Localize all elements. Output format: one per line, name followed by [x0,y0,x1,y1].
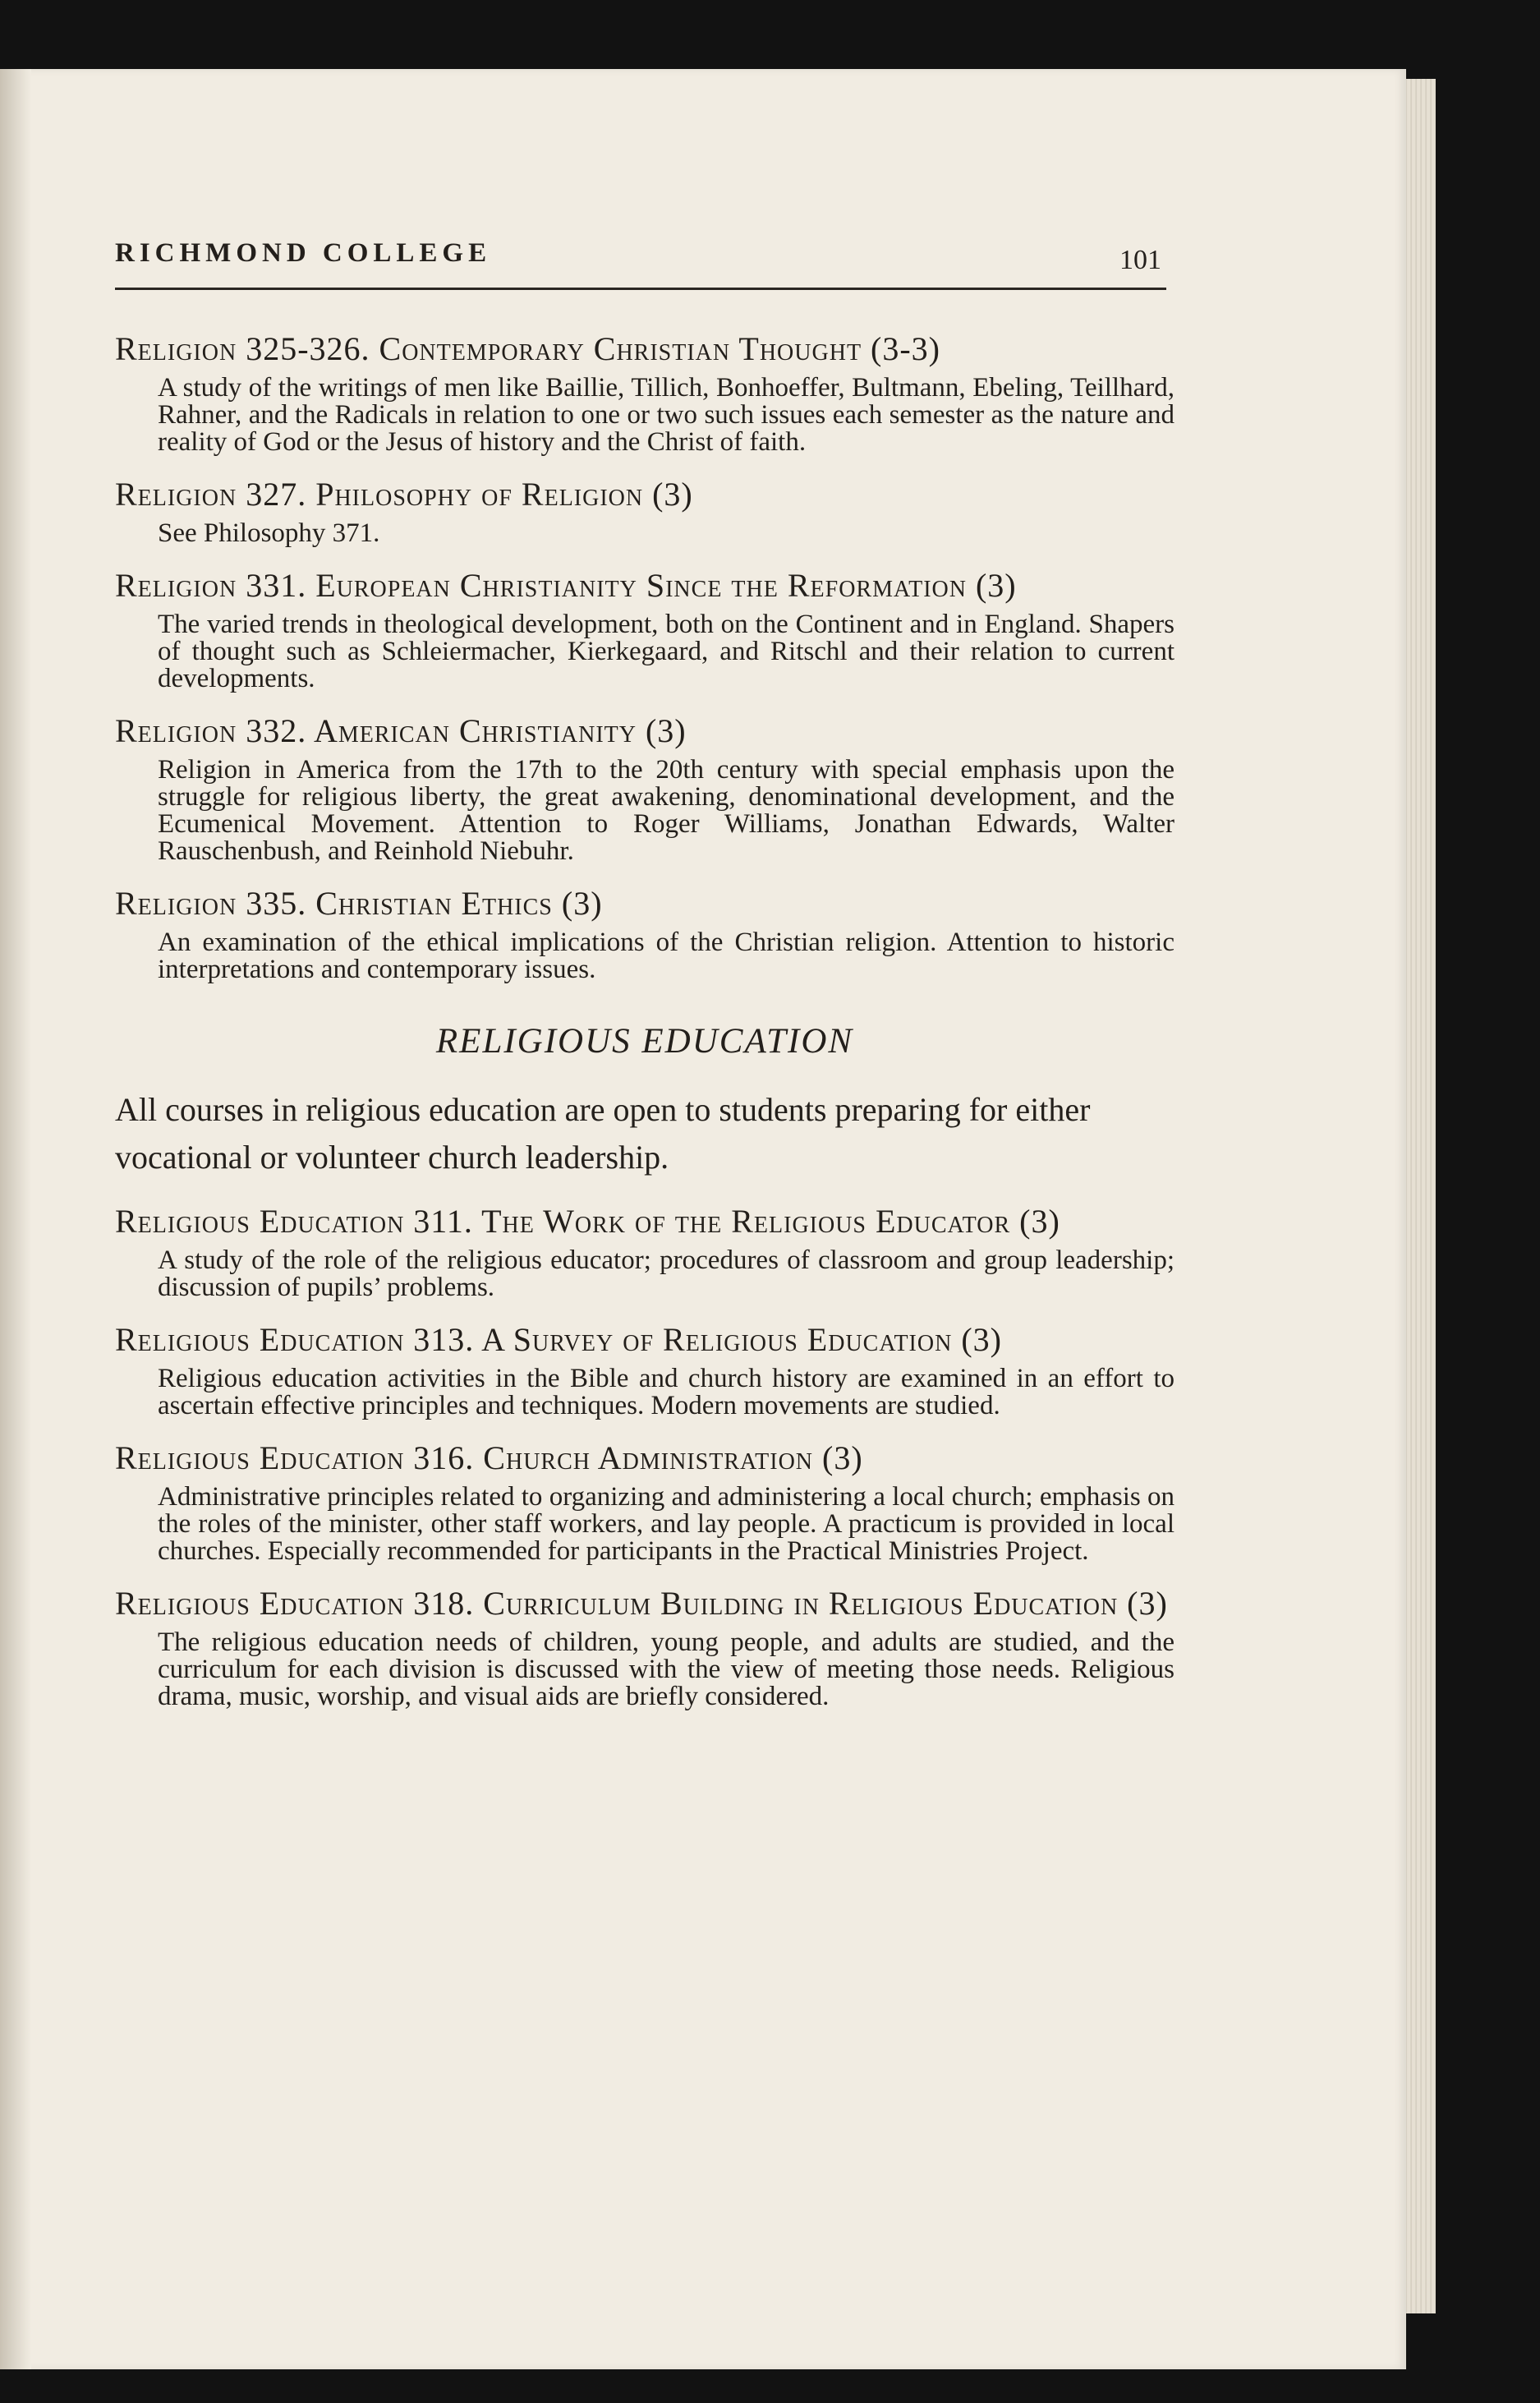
course-entry [115,883,1175,983]
course-description: Administrative principles related to organizing and administering a local church; emphasis on the roles of the minister, other staff workers, and lay people. A practicum is provided in local churches. Especially recommended for participants in the Practical Ministries Project. [158,1482,1175,1566]
course-description: A study of the writings of men like Baillie, Tillich, Bonhoeffer, Bultmann, Ebeling, Teillhard, Rahner, and the Radicals in relation to one or two such issues each semester as the nature and reality of God or the Jesus of history and the Christ of faith. [158,373,1175,457]
course-title: Religion 335. Christian Ethics (3) [115,885,603,922]
course-description: A study of the role of the religious educator; procedures of classroom and group leadership; discussion of pupils’ problems. [158,1245,1175,1302]
course-entry [115,1201,1175,1301]
course-description: An examination of the ethical implications of the Christian religion. Attention to historic interpretations and contemporary issues. [158,928,1175,984]
course-title: Religion 332. American Christianity (3) [115,712,687,749]
course-description: Religion in America from the 17th to the 20th century with special emphasis upon the struggle for religious liberty, the great awakening, denominational development, and the Ecumenical Movement. Attention to Roger Williams, Jonathan Edwards, Walter Rauschenbush, and Reinhold Niebuhr. [158,755,1175,866]
college-name: RICHMOND COLLEGE [115,238,492,268]
course-entry [115,711,1175,865]
course-entry [115,1438,1175,1565]
course-description: The religious education needs of children, young people, and adults are studied, and the curriculum for each division is discussed with the view of meeting those needs. Religious drama, music, worship, and visual aids are briefly considered. [158,1627,1175,1711]
course-entry [115,1319,1175,1420]
course-entry [115,565,1175,693]
course-title: Religion 331. European Christianity Since the Reformation (3) [115,567,1017,604]
course-description: See Philosophy 371. [158,518,380,548]
course-title: Religious Education 318. Curriculum Building in Religious Education (3) [115,1585,1168,1622]
course-description: Religious education activities in the Bible and church history are examined in an effort to ascertain effective principles and techniques. Modern movements are studied. [158,1364,1175,1420]
course-title: Religious Education 311. The Work of the Religious Educator (3) [115,1203,1060,1240]
section-intro: All courses in religious education are open to students preparing for either vocational or volunteer church leadership. [115,1091,1091,1176]
course-entry [115,1583,1175,1710]
course-listing [115,329,1175,1729]
section-heading: RELIGIOUS EDUCATION [435,1022,854,1061]
course-description: The varied trends in theological development, both on the Continent and in England. Shapers of thought such as Schleiermacher, Kierkegaard, and Ritschl and their relation to current developments. [158,610,1175,693]
course-entry [115,329,1175,456]
course-title: Religion 327. Philosophy of Religion (3) [115,476,693,513]
course-title: Religion 325-326. Contemporary Christian Thought (3-3) [115,330,941,367]
running-head [115,238,1166,290]
course-title: Religious Education 316. Church Administration (3) [115,1439,863,1476]
page-number: 101 [1119,245,1161,275]
course-entry [115,474,1175,547]
course-title: Religious Education 313. A Survey of Religious Education (3) [115,1321,1002,1358]
